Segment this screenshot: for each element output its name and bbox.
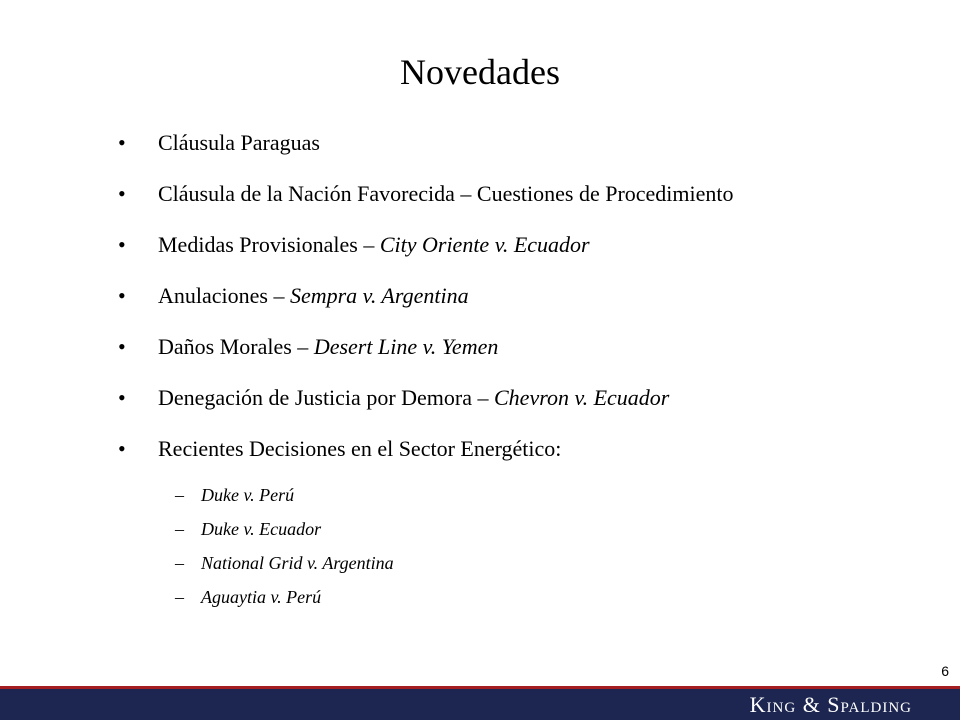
bullet-marker: • (118, 283, 126, 308)
sub-bullet-text: Duke v. Ecuador (201, 519, 322, 539)
bullet-case-name: Sempra v. Argentina (289, 283, 469, 308)
bullet-item (118, 275, 918, 326)
bullet-case-name: Chevron v. Ecuador (494, 385, 670, 410)
sub-bullet-list (175, 481, 775, 617)
bullet-text: Daños Morales – (158, 334, 314, 359)
sub-bullet-marker: – (175, 519, 184, 539)
sub-bullet-marker: – (175, 553, 184, 573)
bullet-item (118, 173, 918, 224)
sub-bullet-marker: – (175, 587, 184, 607)
sub-bullet-text: Aguaytia v. Perú (201, 587, 322, 607)
sub-bullet-item (175, 583, 775, 617)
bullet-item (118, 377, 918, 428)
bullet-text: Recientes Decisiones en el Sector Energético: (158, 436, 562, 461)
sub-bullet-text: Duke v. Perú (201, 485, 295, 505)
slide-title: Novedades (400, 52, 560, 92)
bullet-marker: • (118, 130, 126, 155)
bullet-item (118, 428, 918, 479)
bullet-marker: • (118, 436, 126, 461)
bullet-text: Cláusula Paraguas (158, 130, 320, 155)
king-spalding-logo: King & Spalding (749, 692, 912, 717)
bullet-case-name: Desert Line v. Yemen (313, 334, 499, 359)
bullet-text: Anulaciones – (158, 283, 290, 308)
bullet-text: Denegación de Justicia por Demora – (158, 385, 494, 410)
bullet-marker: • (118, 232, 126, 257)
bullet-item (118, 224, 918, 275)
bullet-marker: • (118, 181, 126, 206)
bullet-case-name: City Oriente v. Ecuador (379, 232, 590, 257)
sub-bullet-marker: – (175, 485, 184, 505)
bullet-item (118, 326, 918, 377)
bullet-list (118, 122, 918, 479)
sub-bullet-item (175, 481, 775, 515)
bullet-marker: • (118, 334, 126, 359)
sub-bullet-item (175, 549, 775, 583)
bullet-item (118, 122, 918, 173)
bullet-text: Medidas Provisionales – (158, 232, 380, 257)
page-number: 6 (941, 663, 949, 679)
sub-bullet-item (175, 515, 775, 549)
bullet-marker: • (118, 385, 126, 410)
footer-bar (0, 689, 960, 720)
sub-bullet-text: National Grid v. Argentina (201, 553, 394, 573)
bullet-text: Cláusula de la Nación Favorecida – Cuestiones de Procedimiento (158, 181, 734, 206)
